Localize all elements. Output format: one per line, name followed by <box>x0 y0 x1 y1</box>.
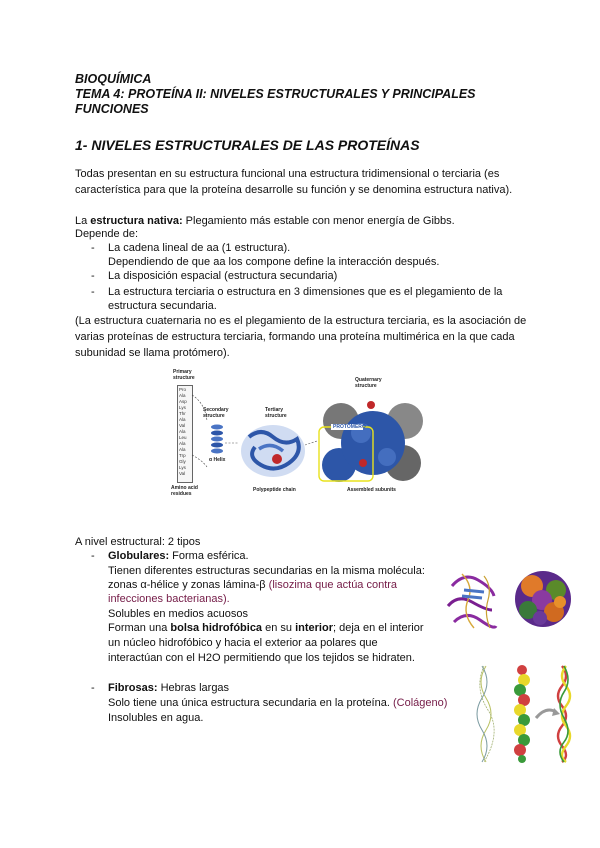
fibrosas-heading <box>108 680 229 696</box>
item-3-line-1: La estructura terciaria o estructura en 3 dimensiones que es el plegamiento de la <box>108 286 503 298</box>
intro-line-1: Todas presentan en su estructura funcional una estructura tridimensional o terciaria (es <box>75 168 500 180</box>
assembled-subunits-label: Assembled subunits <box>347 487 396 493</box>
amino-acid-residue: Ala <box>179 393 186 398</box>
globulares-line-4: Solubles en medios acuosos <box>108 608 249 620</box>
nativa-term: estructura nativa: <box>90 215 183 227</box>
collagen-images <box>470 662 580 764</box>
text-span: Solo tiene una única estructura secundaria en la proteína. <box>108 697 393 709</box>
tertiary-structure-icon <box>241 425 305 477</box>
amino-acid-residue: Asp <box>179 399 187 404</box>
colageno-note: (Colágeno) <box>392 697 448 709</box>
amino-acid-residue: Leu <box>179 435 187 440</box>
protein-structure-figure <box>165 365 427 499</box>
nativa-text: Plegamiento más estable con menor energía de Gibbs. <box>182 215 455 227</box>
globulares-term: Globulares: <box>108 550 170 562</box>
lysozyme-ribbon-image <box>444 566 500 638</box>
amino-acid-residue: Thr <box>179 411 186 416</box>
bullet-dash: - <box>91 550 95 562</box>
nivel-intro: A nivel estructural: 2 tipos <box>75 536 201 548</box>
collagen-spacefill-icon <box>514 665 530 763</box>
structure-illustration <box>165 365 427 499</box>
globulares-line-3: infecciones bacterianas). <box>108 593 230 605</box>
bullet-dash: - <box>91 270 95 282</box>
section-title: 1- NIVELES ESTRUCTURALES DE LAS PROTEÍNAS <box>75 137 420 153</box>
tertiary-structure-label: Tertiary structure <box>265 407 287 419</box>
amino-acid-residue: Pro <box>179 387 187 392</box>
cuaternaria-line-3: subunidad se llama protómero). <box>75 347 230 359</box>
globulares-heading <box>108 548 249 564</box>
globulares-line-5 <box>108 620 424 636</box>
nativa-prefix: La <box>75 215 91 227</box>
fibrosas-line-1 <box>108 695 447 711</box>
amino-acid-residue: Lys <box>179 405 186 410</box>
amino-acid-residue: Val <box>179 423 186 428</box>
polypeptide-chain-label: Polypeptide chain <box>253 487 296 493</box>
lisozima-note: (lisozima que actúa contra <box>268 579 398 591</box>
globulares-line-7: interactúan con el H2O permitiendo que los tejidos se hidraten. <box>108 652 415 664</box>
alpha-helix-label: α Helix <box>209 457 226 463</box>
amino-acid-residue: Trp <box>179 453 186 458</box>
bolsa-hidrofobica: bolsa hidrofóbica <box>170 622 263 634</box>
text-span: ; deja en el interior <box>333 622 424 634</box>
amino-acid-residue: Ala <box>179 441 186 446</box>
amino-acid-residue: Ala <box>179 417 186 422</box>
text-span: en su <box>262 622 296 634</box>
bullet-dash: - <box>91 682 95 694</box>
intro-line-2: característica para que la proteína desarrolle su función y se denomina estructura nativa). <box>75 184 513 196</box>
globulares-line-1: Tienen diferentes estructuras secundarias en la misma molécula: <box>108 565 425 577</box>
globulares-line-6: un núcleo hidrofóbico y hacia el exterior aa polares que <box>108 637 378 649</box>
amino-acid-residue: Ala <box>179 429 186 434</box>
fibrosas-term: Fibrosas: <box>108 682 158 694</box>
interior-term: interior <box>295 622 333 634</box>
globulares-zones: zonas α-hélice y zonas lámina-β <box>108 579 269 591</box>
text-span: Forman una <box>108 622 171 634</box>
header-topic-continued: FUNCIONES <box>75 102 149 116</box>
lysozyme-spacefill-image <box>512 568 574 630</box>
primary-structure-label: Primary structure <box>173 369 195 381</box>
alpha-helix-icon <box>211 425 223 454</box>
amino-acid-residues-label: Amino acid residues <box>171 485 198 497</box>
cuaternaria-line-1: (La estructura cuaternaria no es el plegamiento de la estructura terciaria, es la asociación de <box>75 315 527 327</box>
amino-acid-residue: Gly <box>179 459 186 464</box>
header-subject: BIOQUÍMICA <box>75 72 152 86</box>
cuaternaria-line-2: varias proteínas de estructura terciaria, formando una proteína multimérica en la que cada <box>75 331 515 343</box>
quaternary-structure-icon <box>319 401 423 482</box>
item-3-line-2: estructura secundaria. <box>108 300 217 312</box>
amino-acid-residue: Lys <box>179 465 186 470</box>
item-2-line-1: La disposición espacial (estructura secundaria) <box>108 270 338 282</box>
header-topic: TEMA 4: PROTEÍNA II: NIVELES ESTRUCTURALES Y PRINCIPALES <box>75 87 476 101</box>
protomero-label: PROTÓMERO <box>333 424 366 430</box>
quaternary-structure-label: Quaternary structure <box>355 377 382 389</box>
fibrosas-desc: Hebras largas <box>157 682 230 694</box>
bullet-dash: - <box>91 286 95 298</box>
secondary-structure-label: Secondary structure <box>203 407 229 419</box>
depende-label: Depende de: <box>75 228 138 240</box>
item-1-line-2: Dependiendo de que aa los compone define la interacción después. <box>108 256 440 268</box>
fibrosas-line-2: Insolubles en agua. <box>108 712 204 724</box>
amino-acid-residue: Val <box>179 471 186 476</box>
item-1-line-1: La cadena lineal de aa (1 estructura). <box>108 242 291 254</box>
globulares-desc: Forma esférica. <box>169 550 249 562</box>
bullet-dash: - <box>91 242 95 254</box>
amino-acid-residue: Ala <box>179 447 186 452</box>
